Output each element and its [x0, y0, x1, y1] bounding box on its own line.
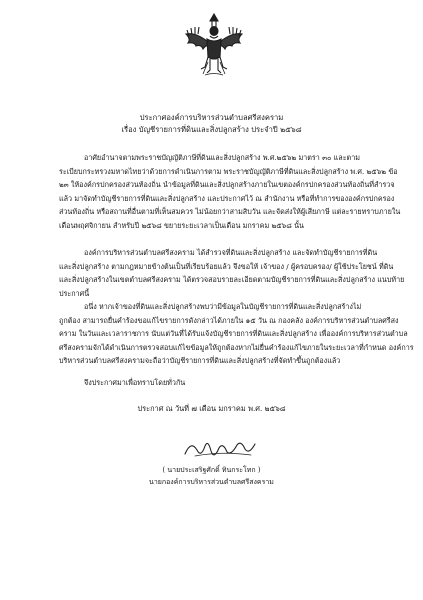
paragraph-line: อนึ่ง หากเจ้าของที่ดินและสิ่งปลูกสร้างพบว่ามีข้อมูลในบัญชีรายการที่ดินและสิ่งปลูกสร้างไม่: [84, 302, 362, 311]
paragraph-line: บริหารส่วนตำบลศรีสงครามจะถือว่าบัญชีรายการที่ดินและสิ่งปลูกสร้างที่จัดทำขึ้นถูกต้องแล้ว: [59, 356, 341, 366]
closing-line: จึงประกาศมาเพื่อทราบโดยทั่วกัน: [84, 378, 186, 387]
paragraph-line: อาศัยอำนาจตามพระราชบัญญัติภาษีที่ดินและสิ่งปลูกสร้าง พ.ศ.๒๕๖๒ มาตรา ๓๐ และตาม: [84, 153, 360, 162]
paragraph-line: แล้ว มาจัดทำบัญชีรายการที่ดินและสิ่งปลูกสร้าง และประกาศไว้ ณ สำนักงาน หรือที่ทำการขององค์กรปกครอง: [59, 193, 395, 203]
paragraph-legal-basis: [59, 151, 401, 233]
paragraph-line: ๒๓ ให้องค์กรปกครองส่วนท้องถิ่น นำข้อมูลที่ดินและสิ่งปลูกสร้างภายในเขตองค์กรปกครองส่วนท้องถิ่นที่สำรวจ: [59, 180, 395, 190]
signer-name: ( นายประเสริฐศักดิ์ ทินกระโทก ): [162, 466, 261, 474]
paragraph-correction-request: [59, 300, 414, 368]
announcement-subject: เรื่อง บัญชีรายการที่ดินและสิ่งปลูกสร้าง ประจำปี ๒๕๖๘: [121, 125, 302, 134]
paragraph-line: คราม ในวันและเวลาราชการ นับแต่วันที่ได้รับแจ้งบัญชีรายการที่ดินและสิ่งปลูกสร้าง เพื่อองค์การบริหารส่วนตำบล: [59, 329, 408, 339]
handwritten-signature: [181, 436, 259, 462]
paragraph-line: ระเบียบกระทรวงมหาดไทยว่าด้วยการดำเนินการตาม พระราชบัญญัติภาษีที่ดินและสิ่งปลูกสร้าง พ.ศ. ๒๕๖๒ ข้อ: [59, 166, 398, 176]
paragraph-line: องค์การบริหารส่วนตำบลศรีสงคราม ได้สำรวจที่ดินและสิ่งปลูกสร้าง และจัดทำบัญชีรายการที่ดิน: [84, 248, 378, 257]
paragraph-line: ประกาศนี้: [59, 288, 90, 298]
paragraph-closing: [59, 376, 377, 390]
paragraph-line: ศรีสงครามจักได้ดำเนินการตรวจสอบแก้ไขข้อมูลให้ถูกต้องหากไม่ยื่นคำร้องแก้ไขภายในระยะเวลาที่กำหนด องค์การ: [59, 342, 414, 352]
garuda-emblem-icon: [183, 12, 245, 78]
announcement-date: ประกาศ ณ วันที่ ๗ เดือน มกราคม พ.ศ. ๒๕๖๘: [137, 404, 286, 413]
paragraph-line: และสิ่งปลูกสร้างในเขตตำบลศรีสงคราม ได้ตรวจสอบรายละเอียดตามบัญชีรายการที่ดินและสิ่งปลูกสร้าง แนบท้าย: [59, 275, 405, 285]
paragraph-line: เดือนพฤศจิกายน สำหรับปี ๒๕๖๘ ขยายระยะเวลาเป็นเดือน มกราคม ๒๕๖๘ นั้น: [59, 220, 304, 230]
paragraph-line: และสิ่งปลูกสร้าง ตามกฎหมายข้างต้นเป็นที่เรียบร้อยแล้ว จึงขอให้ เจ้าของ / ผู้ครอบครอง/ ผู้ใช้ประโยชน์ ที่ดิน: [59, 261, 394, 271]
paragraph-line: ส่วนท้องถิ่น หรือสถานที่อื่นตามที่เห็นสมควร ไม่น้อยกว่าสามสิบวัน และจัดส่งให้ผู้เสียภาษี แต่ละรายทราบภายใน: [59, 207, 401, 217]
announcement-title: ประกาศองค์การบริหารส่วนตำบลศรีสงคราม: [139, 113, 284, 122]
signer-position: นายกองค์การบริหารส่วนตำบลศรีสงคราม: [149, 478, 274, 486]
paragraph-survey-done: [59, 246, 405, 300]
paragraph-line: ถูกต้อง สามารถยื่นคำร้องขอแก้ไขรายการดังกล่าวได้ภายใน ๑๕ วัน ณ กองคลัง องค์การบริหารส่วนตำบลศรีสง: [59, 315, 399, 325]
